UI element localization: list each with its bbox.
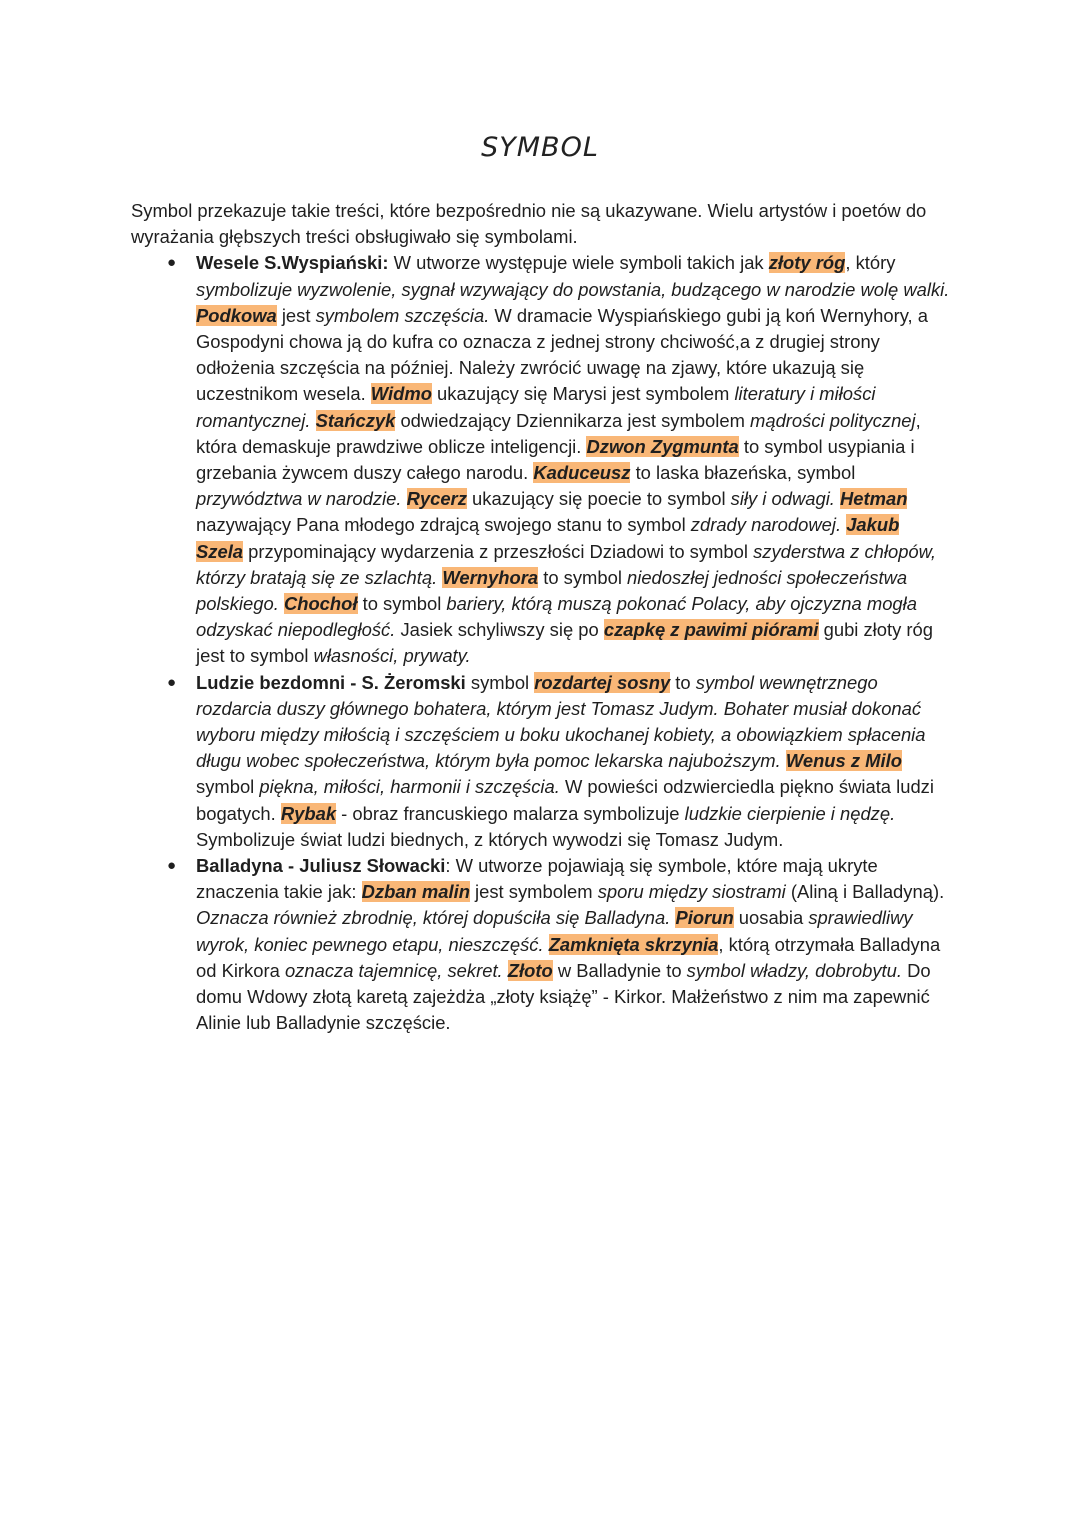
text-run: to laska błazeńska, symbol [630,462,856,484]
italic-text: oznacza tajemnicę, sekret. [284,959,503,981]
italic-text: symbol władzy, dobrobytu. [686,959,902,981]
italic-text: sprawiedliwy wyrok, koniec pewnego etapu, nieszczęść. [196,907,913,955]
highlighted-term: Piorun [675,907,734,929]
highlighted-term: Podkowa [196,304,277,326]
highlighted-term: czapkę z pawimi piórami [603,619,819,641]
text-run [310,410,315,431]
italic-text: ludzkie cierpienie i nędzę. [684,802,896,824]
highlighted-term: Chochoł [283,593,358,615]
italic-text: literatury i miłości romantycznej. [196,383,876,431]
text-run: , który [845,252,896,274]
highlighted-term: rozdartej sosny [534,671,671,693]
highlighted-term: Rycerz [406,488,467,510]
highlighted-term: Stańczyk [315,409,396,431]
item-heading: Balladyna - Juliusz Słowacki [196,855,446,877]
list-item-balladyna [131,853,951,1036]
item-text [196,855,944,1033]
list-item-ludzie-bezdomni [131,670,951,853]
text-run [401,488,406,509]
italic-text: symbol wewnętrznego rozdarcia duszy głównego bohatera, którym jest Tomasz Judym. Bohater musiał dokonać wyboru między miłością i szczęściem u boku ukochanej kobiety, a obowiązkiem spłacenia długu wobec społeczeństwa, którym była pomoc lekarska najuboższym. [196,671,926,772]
italic-text: Oznacza również zbrodnię, której dopuściła się Balladyna. [196,907,671,929]
italic-text: przywództwa w narodzie. [196,488,402,510]
bullet-icon: ● [167,254,177,272]
text-run: w Balladynie to [552,959,687,981]
text-run: symbol [465,671,535,693]
text-run: symbol [196,776,260,798]
highlighted-term: Hetman [840,488,908,510]
highlighted-term: złoty róg [768,252,846,274]
bullet-icon: ● [167,673,177,691]
text-run: gubi złoty róg jest to symbol [196,619,933,667]
text-run: to [670,671,696,693]
highlighted-term: Widmo [370,383,432,405]
text-run: uosabia [733,907,809,929]
document-body [131,198,951,1037]
list-item-wesele [131,250,951,669]
highlighted-term: Kaduceusz [533,462,631,484]
symbol-list [131,250,951,1036]
highlighted-term: Jakub Szela [196,514,900,562]
text-run: (Aliną i Balladyną). [785,881,945,903]
italic-text: własności, prywaty. [313,645,471,667]
text-run: W utworze występuje wiele symboli takich jak [388,252,769,274]
item-text [196,672,934,850]
highlighted-term: Wenus z Milo [785,750,902,772]
italic-text: zdrady narodowej. [690,514,842,536]
highlighted-term: Wernyhora [442,566,539,588]
item-heading: Ludzie bezdomni - S. Żeromski [196,671,466,693]
text-run: jest symbolem [469,881,598,903]
text-run: Jasiek schyliwszy się po [395,619,604,641]
bullet-icon: ● [167,857,177,875]
text-run: nazywający Pana młodego zdrajcą swojego stanu to symbol [196,514,691,536]
text-run [544,934,549,955]
italic-text: siły i odwagi. [730,488,835,510]
text-run: W dramacie Wyspiańskiego gubi ją koń Wernyhory, a Gospodyni chowa ją do kufra co oznacza z jednej strony chciwość,a z drugiej strony odłożenia szczęścia na później. Należy zwrócić uwagę na zjawy, które ukazują się uczestnikom wesela. [196,304,928,405]
italic-text: szyderstwa z chłopów, którzy bratają się ze szlachtą. [196,540,937,588]
text-run: ukazujący się Marysi jest symbolem [431,383,735,405]
italic-text: bariery, którą muszą pokonać Polacy, aby ojczyzna mogła odzyskać niepodległość. [196,593,917,641]
intro-paragraph: Symbol przekazuje takie treści, które bezpośrednio nie są ukazywane. Wielu artystów i poetów do wyrażania głębszych treści obsługiwało się symbolami. [131,200,927,248]
italic-text: symbolem szczęścia. [315,304,490,326]
text-run: Do domu Wdowy złotą karetą zajeżdża „złoty książę” - Kirkor. Małżeństwo z nim ma zapewnić Alinie lub Balladynie szczęście. [196,959,931,1034]
item-text [196,252,949,666]
text-run: to symbol [357,593,447,615]
highlighted-term: Dzwon Zygmunta [586,435,739,457]
text-run: : W utworze pojawiają się symbole, które mają ukryte znaczenia takie jak: [196,855,878,903]
italic-text: mądrości politycznej [750,409,916,431]
page-title: SYMBOL [481,132,599,163]
highlighted-term: Zamknięta skrzynia [548,933,719,955]
text-run: to symbol usypiania i grzebania żywcem duszy całego narodu. [196,435,915,484]
text-run: przypominający wydarzenia z przeszłości Dziadowi to symbol [243,540,754,562]
highlighted-term: Rybak [280,802,337,824]
text-run: ukazujący się poecie to symbol [466,488,731,510]
text-run: odwiedzający Dziennikarza jest symbolem [395,409,751,431]
item-heading: Wesele S.Wyspiański: [196,252,389,274]
text-run: Symbolizuje świat ludzi biednych, z których wywodzi się Tomasz Judym. [196,828,784,850]
highlighted-term: Złoto [507,959,553,981]
text-run: W powieści odzwierciedla piękno świata ludzi bogatych. [196,776,934,824]
text-run: - obraz francuskiego malarza symbolizuje [336,802,685,824]
italic-text: niedoszłej jedności społeczeństwa polskiego. [196,566,908,615]
text-run: , która demaskuje prawdziwe oblicze inteligencji. [196,409,921,457]
text-run: , którą otrzymała Balladyna od Kirkora [196,933,941,981]
italic-text: piękna, miłości, harmonii i szczęścia. [259,776,560,798]
text-run: to symbol [538,566,628,588]
text-run: jest [276,304,316,326]
highlighted-term: Dzban malin [361,881,470,903]
italic-text: symbolizuje wyzwolenie, sygnał wzywający do powstania, budzącego w narodzie wolę walki. [196,278,950,300]
italic-text: sporu między siostrami [597,881,786,903]
